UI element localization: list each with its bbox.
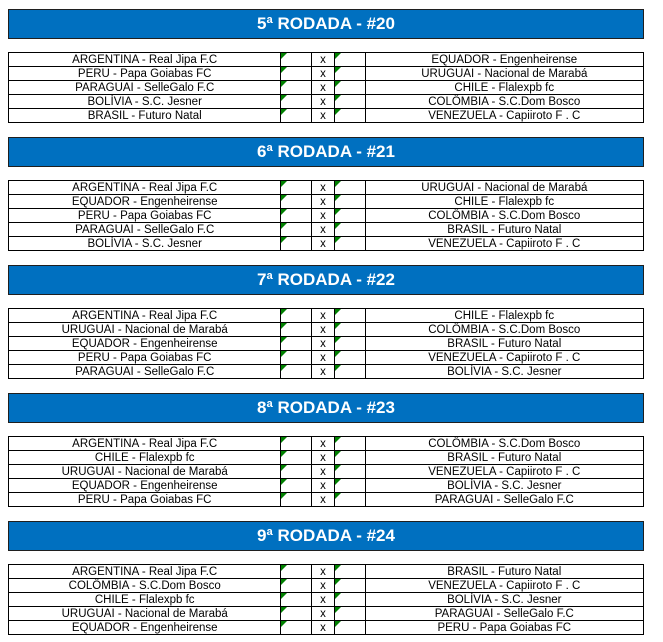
round-block [8,9,644,123]
versus-separator: x [312,451,334,465]
round-title: 5ª RODADA - #20 [8,9,644,39]
away-team: URUGUAI - Nacional de Marabá [365,181,643,195]
away-team: EQUADOR - Engenheirense [365,53,643,67]
away-team: VENEZUELA - Capiiroto F . C [365,237,643,251]
home-team: COLÔMBIA - S.C.Dom Bosco [9,579,281,593]
away-score-cell[interactable] [334,607,365,621]
home-score-cell[interactable] [281,309,312,323]
home-score-cell[interactable] [281,465,312,479]
home-score-cell[interactable] [281,593,312,607]
away-team: BOLÍVIA - S.C. Jesner [365,593,643,607]
away-score-cell[interactable] [334,81,365,95]
away-score-cell[interactable] [334,195,365,209]
versus-separator: x [312,67,334,81]
away-score-cell[interactable] [334,309,365,323]
home-score-cell[interactable] [281,53,312,67]
versus-separator: x [312,607,334,621]
round-title: 6ª RODADA - #21 [8,137,644,167]
versus-separator: x [312,181,334,195]
home-score-cell[interactable] [281,579,312,593]
home-score-cell[interactable] [281,81,312,95]
match-row [9,593,644,607]
away-team: VENEZUELA - Capiiroto F . C [365,109,643,123]
away-team: COLÔMBIA - S.C.Dom Bosco [365,437,643,451]
home-score-cell[interactable] [281,237,312,251]
matches-table [8,564,644,635]
match-row [9,95,644,109]
away-score-cell[interactable] [334,621,365,635]
home-score-cell[interactable] [281,451,312,465]
away-score-cell[interactable] [334,109,365,123]
away-score-cell[interactable] [334,351,365,365]
round-block [8,265,644,379]
versus-separator: x [312,95,334,109]
matches-table [8,180,644,251]
away-score-cell[interactable] [334,181,365,195]
away-team: COLÔMBIA - S.C.Dom Bosco [365,323,643,337]
versus-separator: x [312,223,334,237]
away-score-cell[interactable] [334,493,365,507]
home-team: BOLÍVIA - S.C. Jesner [9,237,281,251]
match-row [9,479,644,493]
away-team: CHILE - Flalexpb fc [365,309,643,323]
away-score-cell[interactable] [334,237,365,251]
home-score-cell[interactable] [281,437,312,451]
home-team: EQUADOR - Engenheirense [9,337,281,351]
home-team: URUGUAI - Nacional de Marabá [9,607,281,621]
home-team: ARGENTINA - Real Jipa F.C [9,437,281,451]
home-team: PERU - Papa Goiabas FC [9,351,281,365]
home-team: EQUADOR - Engenheirense [9,195,281,209]
home-score-cell[interactable] [281,209,312,223]
home-team: PERU - Papa Goiabas FC [9,67,281,81]
match-row [9,337,644,351]
home-team: URUGUAI - Nacional de Marabá [9,323,281,337]
home-score-cell[interactable] [281,181,312,195]
away-team: BRASIL - Futuro Natal [365,337,643,351]
versus-separator: x [312,195,334,209]
away-score-cell[interactable] [334,593,365,607]
home-score-cell[interactable] [281,109,312,123]
away-score-cell[interactable] [334,95,365,109]
versus-separator: x [312,579,334,593]
home-score-cell[interactable] [281,365,312,379]
home-team: PERU - Papa Goiabas FC [9,209,281,223]
away-team: URUGUAI - Nacional de Marabá [365,67,643,81]
away-score-cell[interactable] [334,53,365,67]
round-title: 7ª RODADA - #22 [8,265,644,295]
home-score-cell[interactable] [281,607,312,621]
home-team: PARAGUAI - SelleGalo F.C [9,223,281,237]
match-row [9,195,644,209]
versus-separator: x [312,493,334,507]
match-row [9,437,644,451]
round-block [8,137,644,251]
away-team: PERU - Papa Goiabas FC [365,621,643,635]
home-team: CHILE - Flalexpb fc [9,593,281,607]
away-score-cell[interactable] [334,67,365,81]
match-row [9,465,644,479]
away-team: CHILE - Flalexpb fc [365,81,643,95]
away-team: BOLÍVIA - S.C. Jesner [365,365,643,379]
home-score-cell[interactable] [281,195,312,209]
away-team: PARAGUAI - SelleGalo F.C [365,607,643,621]
away-score-cell[interactable] [334,579,365,593]
versus-separator: x [312,81,334,95]
home-team: PARAGUAI - SelleGalo F.C [9,81,281,95]
match-row [9,565,644,579]
home-score-cell[interactable] [281,351,312,365]
home-score-cell[interactable] [281,565,312,579]
match-row [9,223,644,237]
match-row [9,109,644,123]
versus-separator: x [312,53,334,67]
round-block [8,393,644,507]
versus-separator: x [312,323,334,337]
match-row [9,365,644,379]
round-block [8,521,644,635]
away-team: PARAGUAI - SelleGalo F.C [365,493,643,507]
versus-separator: x [312,465,334,479]
home-score-cell[interactable] [281,323,312,337]
away-score-cell[interactable] [334,209,365,223]
home-score-cell[interactable] [281,95,312,109]
home-team: ARGENTINA - Real Jipa F.C [9,53,281,67]
away-team: VENEZUELA - Capiiroto F . C [365,579,643,593]
away-score-cell[interactable] [334,451,365,465]
home-team: BOLÍVIA - S.C. Jesner [9,95,281,109]
matches-table [8,436,644,507]
away-team: VENEZUELA - Capiiroto F . C [365,351,643,365]
versus-separator: x [312,309,334,323]
away-score-cell[interactable] [334,365,365,379]
away-team: BRASIL - Futuro Natal [365,565,643,579]
home-score-cell[interactable] [281,67,312,81]
match-row [9,67,644,81]
match-row [9,209,644,223]
away-score-cell[interactable] [334,479,365,493]
versus-separator: x [312,621,334,635]
away-score-cell[interactable] [334,323,365,337]
match-row [9,309,644,323]
versus-separator: x [312,593,334,607]
away-team: BOLÍVIA - S.C. Jesner [365,479,643,493]
versus-separator: x [312,337,334,351]
home-score-cell[interactable] [281,479,312,493]
match-row [9,81,644,95]
away-team: COLÔMBIA - S.C.Dom Bosco [365,209,643,223]
home-team: ARGENTINA - Real Jipa F.C [9,309,281,323]
match-row [9,607,644,621]
away-score-cell[interactable] [334,223,365,237]
home-score-cell[interactable] [281,621,312,635]
match-row [9,493,644,507]
versus-separator: x [312,351,334,365]
away-score-cell[interactable] [334,465,365,479]
away-score-cell[interactable] [334,565,365,579]
away-team: BRASIL - Futuro Natal [365,451,643,465]
matches-table [8,52,644,123]
home-score-cell[interactable] [281,493,312,507]
home-team: CHILE - Flalexpb fc [9,451,281,465]
home-team: EQUADOR - Engenheirense [9,621,281,635]
match-row [9,181,644,195]
home-score-cell[interactable] [281,223,312,237]
versus-separator: x [312,365,334,379]
round-title: 8ª RODADA - #23 [8,393,644,423]
home-team: PERU - Papa Goiabas FC [9,493,281,507]
versus-separator: x [312,479,334,493]
versus-separator: x [312,565,334,579]
match-row [9,237,644,251]
home-team: PARAGUAI - SelleGalo F.C [9,365,281,379]
away-score-cell[interactable] [334,337,365,351]
away-team: BRASIL - Futuro Natal [365,223,643,237]
versus-separator: x [312,109,334,123]
home-team: ARGENTINA - Real Jipa F.C [9,565,281,579]
home-score-cell[interactable] [281,337,312,351]
away-score-cell[interactable] [334,437,365,451]
home-team: ARGENTINA - Real Jipa F.C [9,181,281,195]
home-team: BRASIL - Futuro Natal [9,109,281,123]
match-row [9,621,644,635]
away-team: VENEZUELA - Capiiroto F . C [365,465,643,479]
away-team: CHILE - Flalexpb fc [365,195,643,209]
matches-table [8,308,644,379]
home-team: URUGUAI - Nacional de Marabá [9,465,281,479]
match-row [9,323,644,337]
match-row [9,53,644,67]
round-title: 9ª RODADA - #24 [8,521,644,551]
match-row [9,579,644,593]
home-team: EQUADOR - Engenheirense [9,479,281,493]
versus-separator: x [312,209,334,223]
match-row [9,351,644,365]
versus-separator: x [312,437,334,451]
away-team: COLÔMBIA - S.C.Dom Bosco [365,95,643,109]
match-row [9,451,644,465]
versus-separator: x [312,237,334,251]
